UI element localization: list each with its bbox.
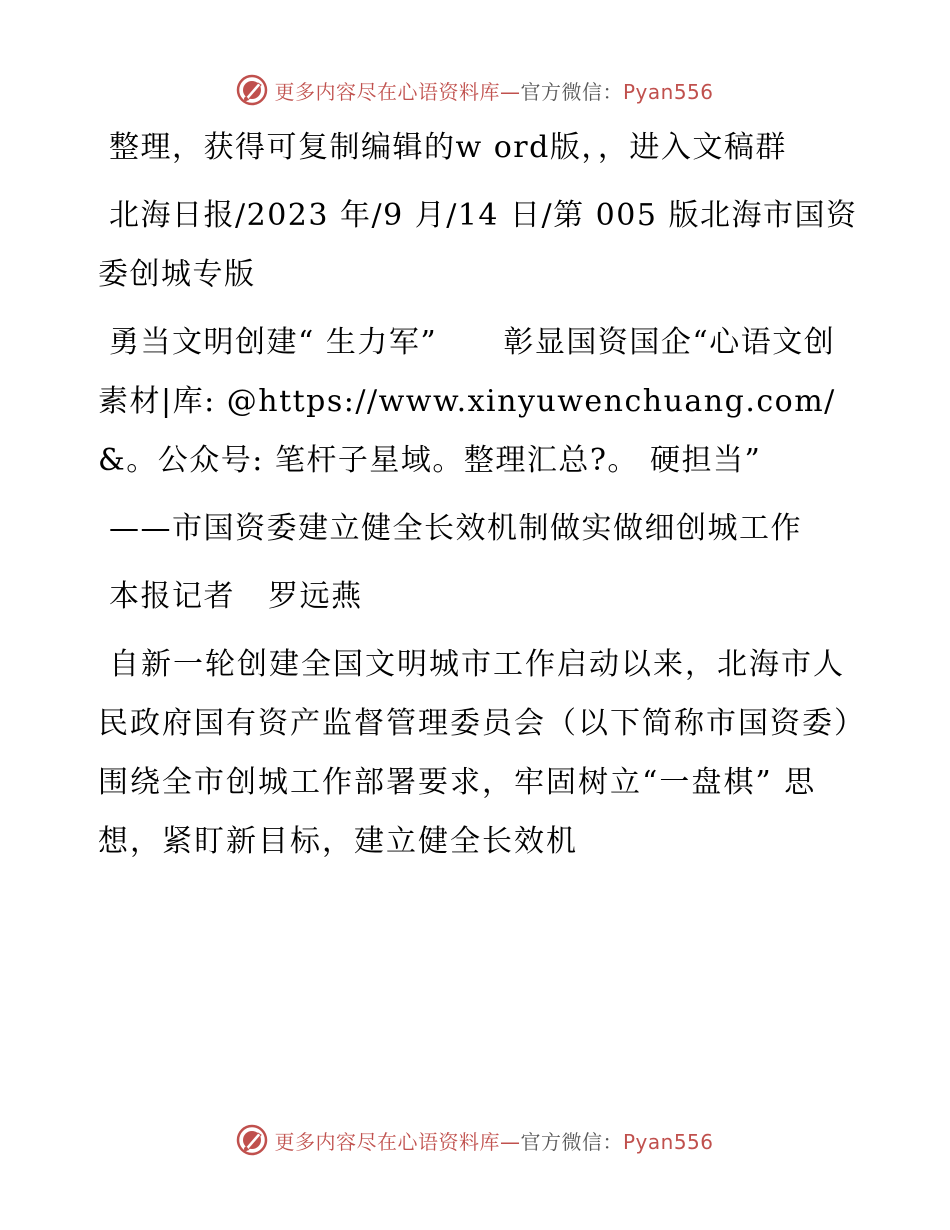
header-banner [0,70,950,110]
banner-text [274,1126,713,1155]
banner-site-text: 更多内容尽在心语资料库 [274,1129,500,1154]
banner-text [274,76,713,105]
paragraph-source: 北海日报/2023 年/9 月/14 日/第 005 版北海市国资委创城专版 [98,198,858,292]
banner-separator: — [499,1129,521,1154]
document-body [98,118,858,880]
paragraph-headline: 勇当文明创建“ 生力军” 彰显国资国企“心语文创素材|库: @https://www.xinyuwenchuang.com/&。公众号: 笔杆子星域。整理汇总?。 硬担当” [98,325,836,478]
paragraph-byline: 本报记者 罗远燕 [109,579,363,614]
footer-banner [0,1120,950,1160]
banner-contact-id: Pyan556 [622,1129,714,1154]
banner-contact-id: Pyan556 [622,79,714,104]
banner-separator: — [499,79,521,104]
banner-site-text: 更多内容尽在心语资料库 [274,79,500,104]
banner-contact-label: 官方微信： [520,79,623,104]
pen-seal-icon [236,1124,268,1156]
pen-seal-icon [236,74,268,106]
paragraph-subheadline: ——市国资委建立健全长效机制做实做细创城工作 [109,511,802,546]
paragraph-intro: 整理，获得可复制编辑的w ord版，，进入文稿群 [109,130,787,165]
paragraph-body: 自新一轮创建全国文明城市工作启动以来，北海市人民政府国有资产监督管理委员会（以下简称市国资委）围绕全市创城工作部署要求，牢固树立“一盘棋” 思想，紧盯新目标，建立健全长效机 [98,647,851,859]
banner-contact-label: 官方微信： [520,1129,623,1154]
